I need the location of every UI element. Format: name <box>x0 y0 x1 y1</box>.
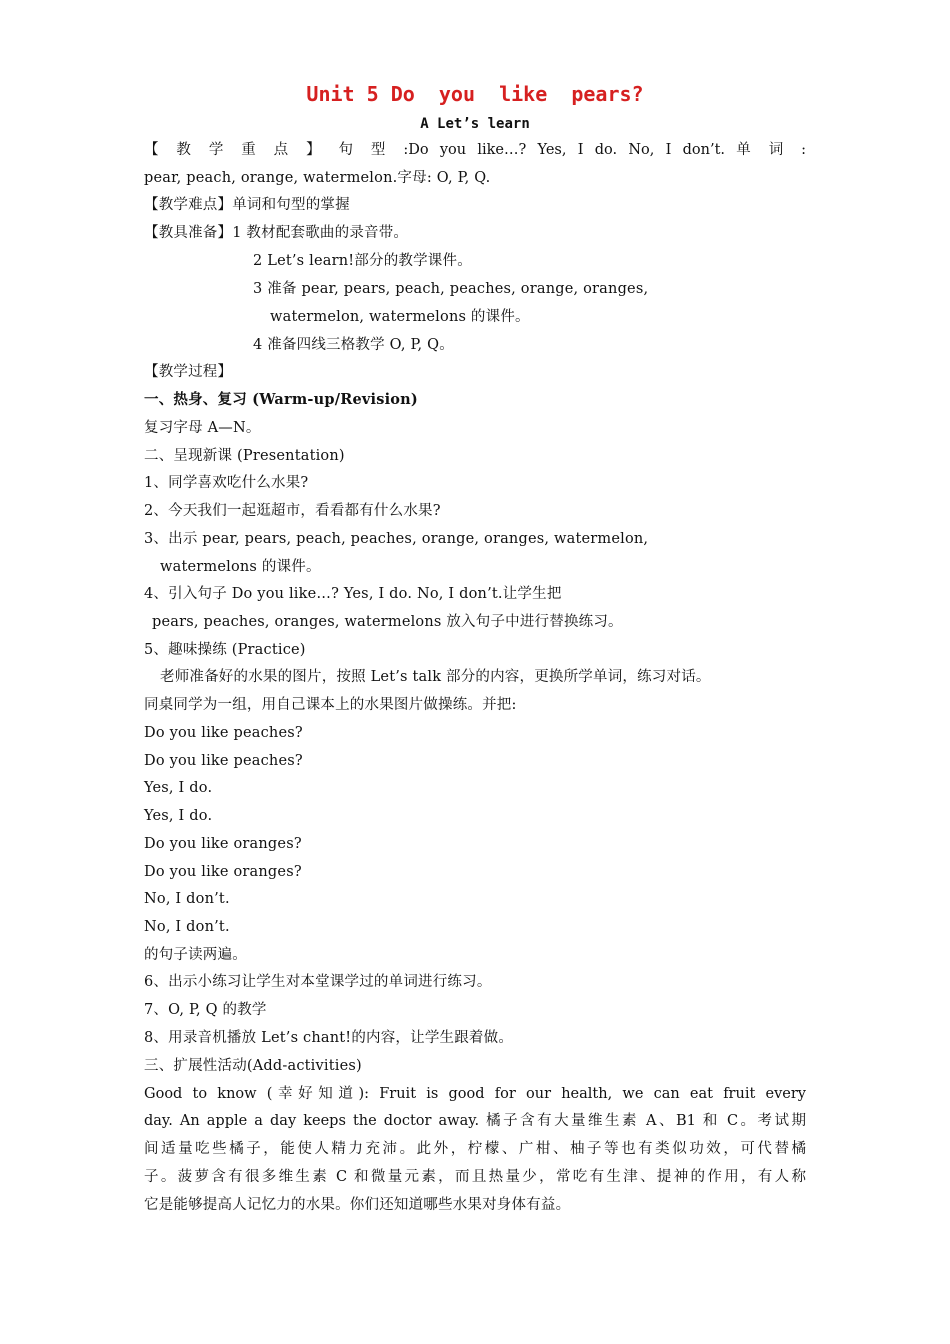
section-3-heading: 三、扩展性活动(Add-activities) <box>144 1058 362 1074</box>
practice-paragraph-line-1: 老师准备好的水果的图片，按照 Let’s talk 部分的内容，更换所学单词，练习对话。 <box>160 669 711 685</box>
teaching-prep-line-5: 4 准备四线三格教学 O, P, Q。 <box>253 337 454 353</box>
dialogue-line: Do you like peaches? <box>144 753 303 769</box>
good-to-know-line-4: 子。菠萝含有很多维生素 C 和微量元素，而且热量少，常吃有生津、提神的作用，有人称 <box>144 1169 806 1185</box>
section-2-item-2: 2、今天我们一起逛超市，看看都有什么水果? <box>144 503 441 519</box>
dialogue-line: Do you like oranges? <box>144 836 302 852</box>
section-2-item-3-line-2: watermelons 的课件。 <box>160 559 321 575</box>
dialogue-line: Yes, I do. <box>144 808 213 824</box>
teaching-prep-line-3: 3 准备 pear, pears, peach, peaches, orange, oranges, <box>253 281 649 297</box>
teaching-process-heading: 【教学过程】 <box>144 364 233 380</box>
section-1-text: 复习字母 A—N。 <box>144 420 261 436</box>
after-dialogue-text: 的句子读两遍。 <box>144 947 247 963</box>
dialogue-line: No, I don’t. <box>144 919 230 935</box>
practice-paragraph-line-2: 同桌同学为一组，用自己课本上的水果图片做操练。并把: <box>144 697 517 713</box>
section-1-heading: 一、热身、复习 (Warm-up/Revision) <box>144 391 418 408</box>
teaching-focus-line-2: pear, peach, orange, watermelon.字母: O, P, Q. <box>144 170 491 186</box>
section-2-item-4-line-1: 4、引入句子 Do you like…? Yes, I do. No, I don’t.让学生把 <box>144 586 562 602</box>
good-to-know-line-5: 它是能够提高人记忆力的水果。你们还知道哪些水果对身体有益。 <box>144 1197 571 1213</box>
teaching-focus-line-1: 【 教 学 重 点 】 句 型 :Do you like…? Yes, I do. No, I don’t. 单 词 : <box>144 142 806 158</box>
section-2-item-8: 8、用录音机播放 Let’s chant!的内容，让学生跟着做。 <box>144 1030 514 1046</box>
page-subtitle: A Let’s learn <box>420 116 530 132</box>
teaching-prep-line-1: 【教具准备】1 教材配套歌曲的录音带。 <box>144 225 409 241</box>
teaching-difficulty: 【教学难点】单词和句型的掌握 <box>144 197 350 213</box>
section-2-item-5: 5、趣味操练 (Practice) <box>144 642 306 658</box>
good-to-know-line-1: Good to know (幸好知道): Fruit is good for our health, we can eat fruit every <box>144 1086 806 1102</box>
section-2-item-6: 6、出示小练习让学生对本堂课学过的单词进行练习。 <box>144 974 492 990</box>
section-2-heading: 二、呈现新课 (Presentation) <box>144 448 345 464</box>
dialogue-line: No, I don’t. <box>144 891 230 907</box>
section-2-item-3-line-1: 3、出示 pear, pears, peach, peaches, orange, oranges, watermelon, <box>144 531 649 547</box>
section-2-item-1: 1、同学喜欢吃什么水果? <box>144 475 309 491</box>
teaching-prep-line-4: watermelon, watermelons 的课件。 <box>270 309 530 325</box>
page-title: Unit 5 Do you like pears? <box>306 82 644 106</box>
dialogue-line: Do you like oranges? <box>144 864 302 880</box>
teaching-prep-line-2: 2 Let’s learn!部分的教学课件。 <box>253 253 472 269</box>
dialogue-line: Do you like peaches? <box>144 725 303 741</box>
good-to-know-line-3: 间适量吃些橘子，能使人精力充沛。此外，柠檬、广柑、柚子等也有类似功效，可代替橘 <box>144 1141 806 1157</box>
good-to-know-line-2: day. An apple a day keeps the doctor away. 橘子含有大量维生素 A、B1 和 C。考试期 <box>144 1113 806 1129</box>
dialogue-line: Yes, I do. <box>144 780 213 796</box>
section-2-item-7: 7、O, P, Q 的教学 <box>144 1002 267 1018</box>
section-2-item-4-line-2: pears, peaches, oranges, watermelons 放入句子中进行替换练习。 <box>152 614 623 630</box>
